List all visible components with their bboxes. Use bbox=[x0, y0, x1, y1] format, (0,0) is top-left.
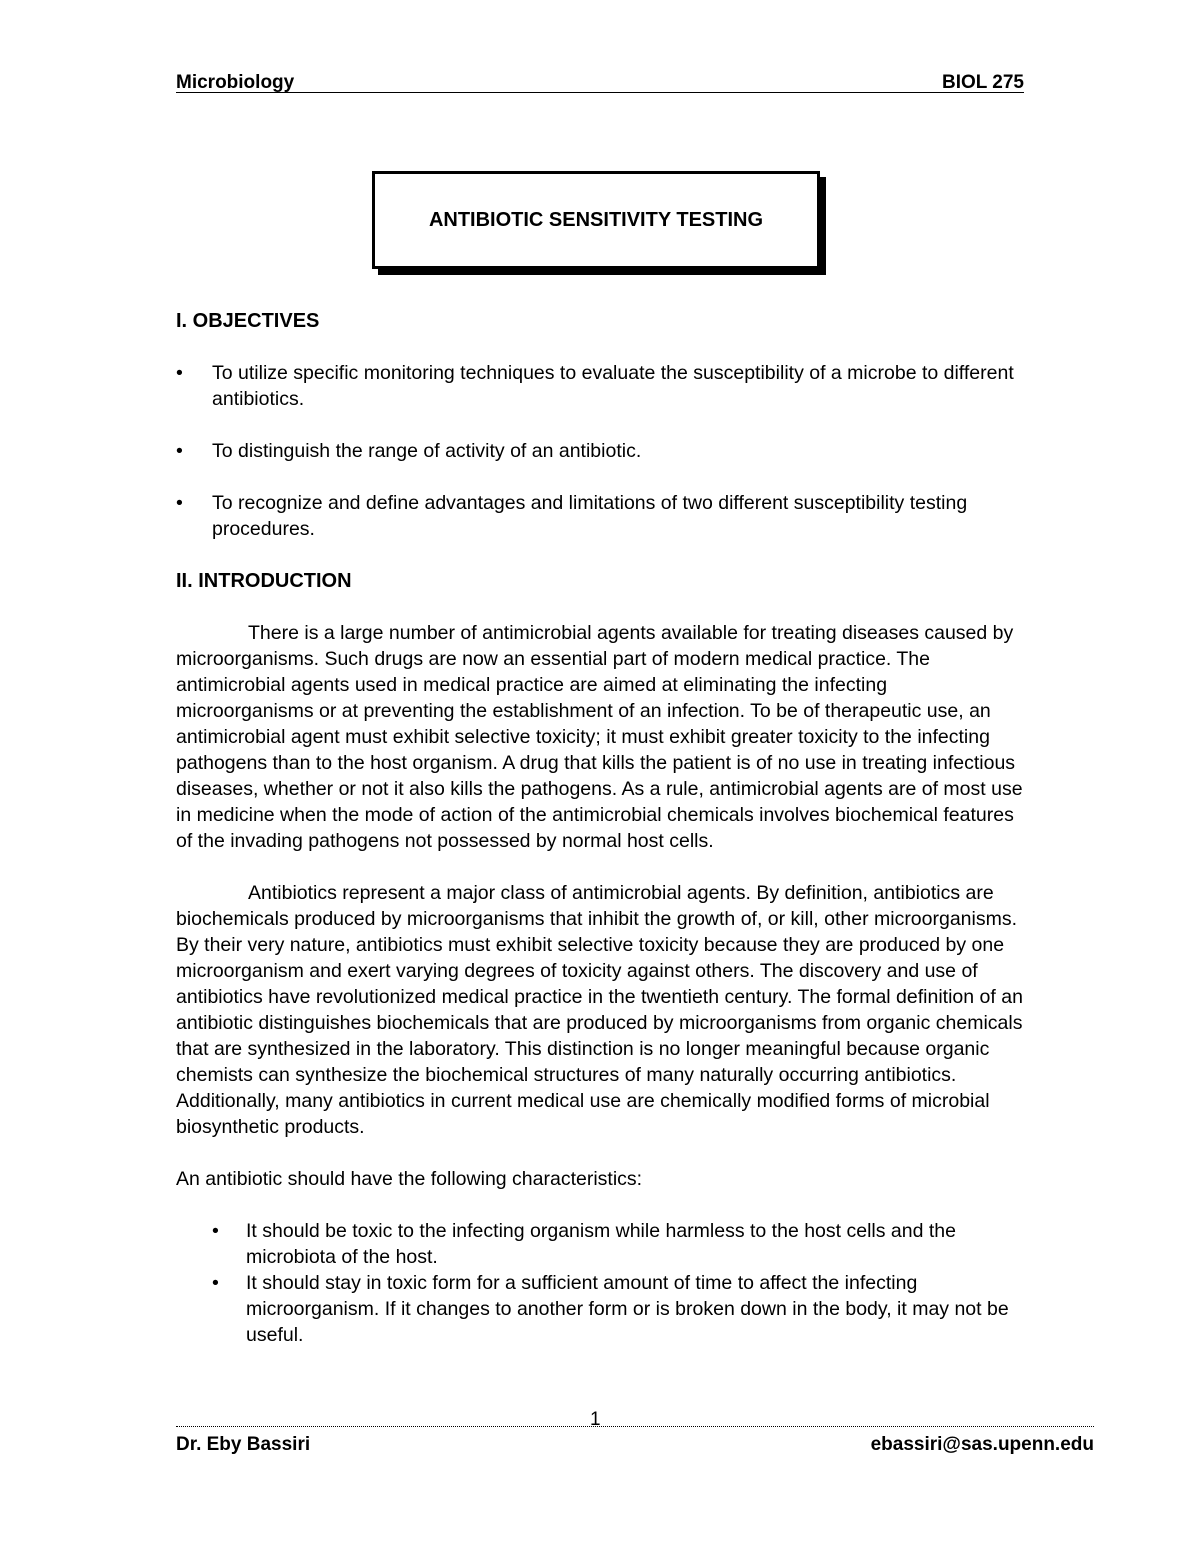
objectives-list bbox=[176, 360, 1026, 542]
document-title-box bbox=[372, 171, 820, 269]
characteristics-lead: An antibiotic should have the following characteristics: bbox=[176, 1168, 643, 1190]
document-body bbox=[176, 308, 1026, 1348]
page-header bbox=[176, 72, 1024, 93]
characteristics-list bbox=[176, 1218, 1026, 1348]
characteristic-text: It should be toxic to the infecting organism while harmless to the host cells and the microbiota of the host. bbox=[246, 1220, 956, 1268]
objective-text: To recognize and define advantages and limitations of two different susceptibility testing procedures. bbox=[212, 492, 968, 540]
objective-text: To utilize specific monitoring techniques to evaluate the susceptibility of a microbe to different antibiotics. bbox=[212, 362, 1014, 410]
author-email: ebassiri@sas.upenn.edu bbox=[870, 1434, 1094, 1455]
introduction-paragraph-1: There is a large number of antimicrobial agents available for treating diseases caused by microorganisms. Such drugs are now an essential part of modern medical practice. The antimicrobial agents used in medical practice are aimed at eliminating the infecting microorganisms or at preventing the establishment of an infection. To be of therapeutic use, an antimicrobial agent must exhibit selective toxicity; it must exhibit greater toxicity to the infecting pathogens than to the host organism. A drug that kills the patient is of no use in treating infectious diseases, whether or not it also kills the pathogens. As a rule, antimicrobial agents are of most use in medicine when the mode of action of the antimicrobial chemicals involves biochemical features of the invading pathogens not possessed by normal host cells. bbox=[176, 622, 1023, 852]
bullet-icon: • bbox=[176, 440, 183, 462]
objective-text: To distinguish the range of activity of an antibiotic. bbox=[212, 440, 642, 462]
document-title: ANTIBIOTIC SENSITIVITY TESTING bbox=[428, 208, 764, 231]
bullet-icon: • bbox=[176, 492, 183, 514]
objectives-heading: I. OBJECTIVES bbox=[176, 310, 320, 332]
footer-divider bbox=[176, 1426, 1094, 1427]
bullet-icon: • bbox=[212, 1272, 219, 1294]
list-item bbox=[176, 1218, 1026, 1270]
list-item bbox=[176, 360, 1026, 412]
characteristic-text: It should stay in toxic form for a sufficient amount of time to affect the infecting microorganism. If it changes to another form or is broken down in the body, it may not be useful. bbox=[246, 1272, 1009, 1346]
course-code: BIOL 275 bbox=[941, 72, 1024, 93]
list-item bbox=[176, 438, 1026, 464]
list-item bbox=[176, 1270, 1026, 1348]
page-number: 1 bbox=[590, 1409, 601, 1430]
introduction-heading: II. INTRODUCTION bbox=[176, 570, 352, 592]
bullet-icon: • bbox=[176, 362, 183, 384]
author-name: Dr. Eby Bassiri bbox=[176, 1434, 311, 1455]
introduction-paragraph-2: Antibiotics represent a major class of antimicrobial agents. By definition, antibiotics are biochemicals produced by microorganisms that inhibit the growth of, or kill, other microorganisms. By their very nature, antibiotics must exhibit selective toxicity because they are produced by one microorganism and exert varying degrees of toxicity against others. The discovery and use of antibiotics have revolutionized medical practice in the twentieth century. The formal definition of an antibiotic distinguishes biochemicals that are produced by microorganisms from organic chemicals that are synthesized in the laboratory. This distinction is no longer meaningful because organic chemists can synthesize the biochemical structures of many naturally occurring antibiotics. Additionally, many antibiotics in current medical use are chemically modified forms of microbial biosynthetic products. bbox=[176, 882, 1023, 1138]
bullet-icon: • bbox=[212, 1220, 219, 1242]
list-item bbox=[176, 490, 1026, 542]
course-name: Microbiology bbox=[176, 72, 295, 93]
